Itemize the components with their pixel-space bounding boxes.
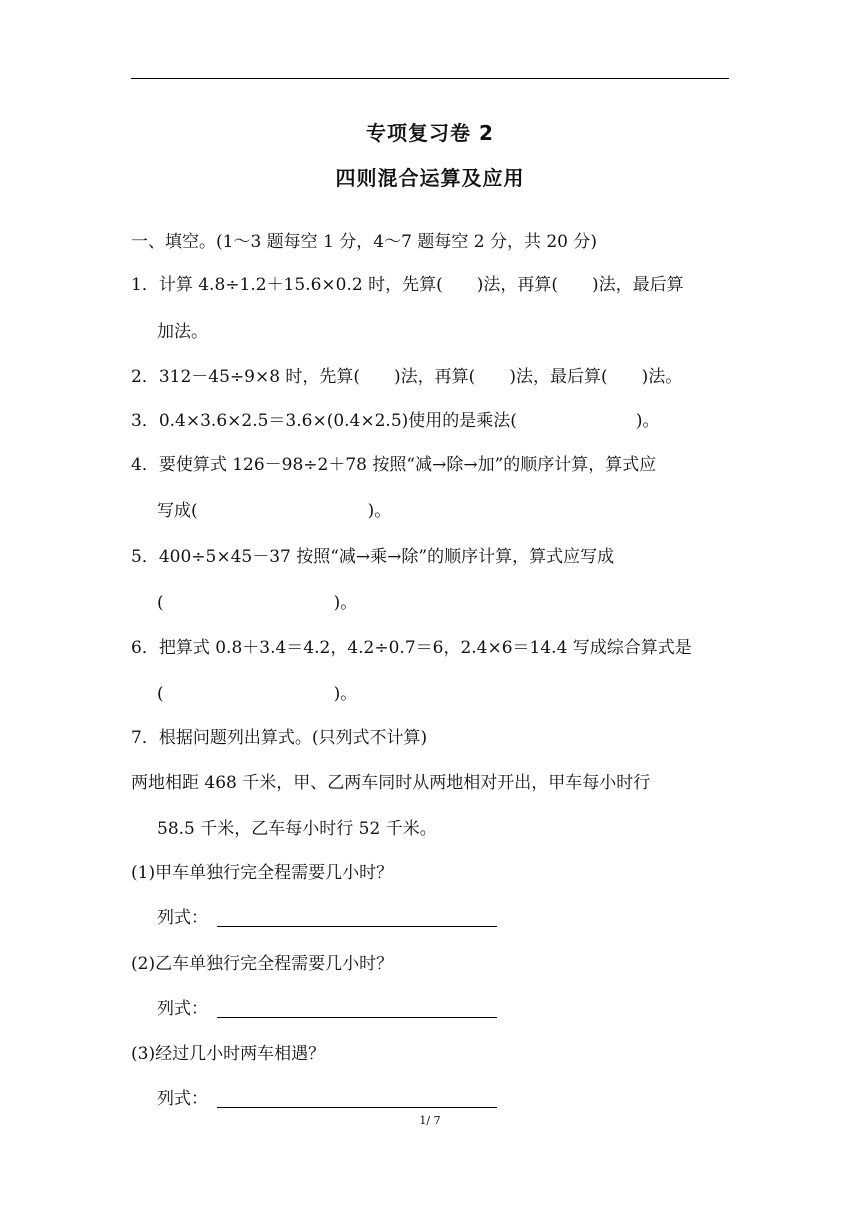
question-4-line-2: 写成( )。	[157, 501, 392, 521]
question-6-line-1: 6．把算式 0.8＋3.4＝4.2，4.2÷0.7＝6，2.4×6＝14.4 写成综合算式是	[131, 638, 692, 658]
question-4-line-1: 4．要使算式 126－98÷2＋78 按照“减→除→加”的顺序计算，算式应	[131, 455, 657, 475]
sub-question-3-label: 列式：	[157, 1089, 208, 1109]
question-5-line-2: ( )。	[157, 593, 358, 613]
problem-7-text-line-1: 两地相距 468 千米，甲、乙两车同时从两地相对开出，甲车每小时行	[131, 773, 651, 793]
answer-line-1[interactable]	[217, 926, 497, 927]
answer-line-3[interactable]	[217, 1107, 497, 1108]
question-3: 3．0.4×3.6×2.5＝3.6×(0.4×2.5)使用的是乘法( )。	[131, 411, 660, 431]
header-rule	[131, 78, 729, 79]
question-1-line-1: 1．计算 4.8÷1.2＋15.6×0.2 时，先算( )法，再算( )法，最后算	[131, 275, 684, 295]
question-1-line-2: 加法。	[157, 322, 208, 342]
page-number: 1/ 7	[419, 1114, 441, 1127]
question-2: 2．312－45÷9×8 时，先算( )法，再算( )法，最后算( )法。	[131, 367, 683, 387]
page-subtitle: 四则混合运算及应用	[335, 166, 525, 190]
sub-question-2-label: 列式：	[157, 999, 208, 1019]
problem-7-text-line-2: 58.5 千米，乙车每小时行 52 千米。	[157, 819, 437, 839]
sub-question-1-label: 列式：	[157, 908, 208, 928]
sub-question-3: (3)经过几小时两车相遇？	[131, 1044, 326, 1064]
sub-question-1: (1)甲车单独行完全程需要几小时？	[131, 863, 394, 883]
question-5-line-1: 5．400÷5×45－37 按照“减→乘→除”的顺序计算，算式应写成	[131, 547, 615, 567]
section-heading: 一、填空。(1～3 题每空 1 分，4～7 题每空 2 分，共 20 分)	[131, 232, 598, 252]
question-7: 7．根据问题列出算式。(只列式不计算)	[131, 728, 428, 748]
answer-line-2[interactable]	[217, 1017, 497, 1018]
question-6-line-2: ( )。	[157, 684, 358, 704]
sub-question-2: (2)乙车单独行完全程需要几小时？	[131, 954, 394, 974]
page-title: 专项复习卷 2	[366, 121, 494, 145]
